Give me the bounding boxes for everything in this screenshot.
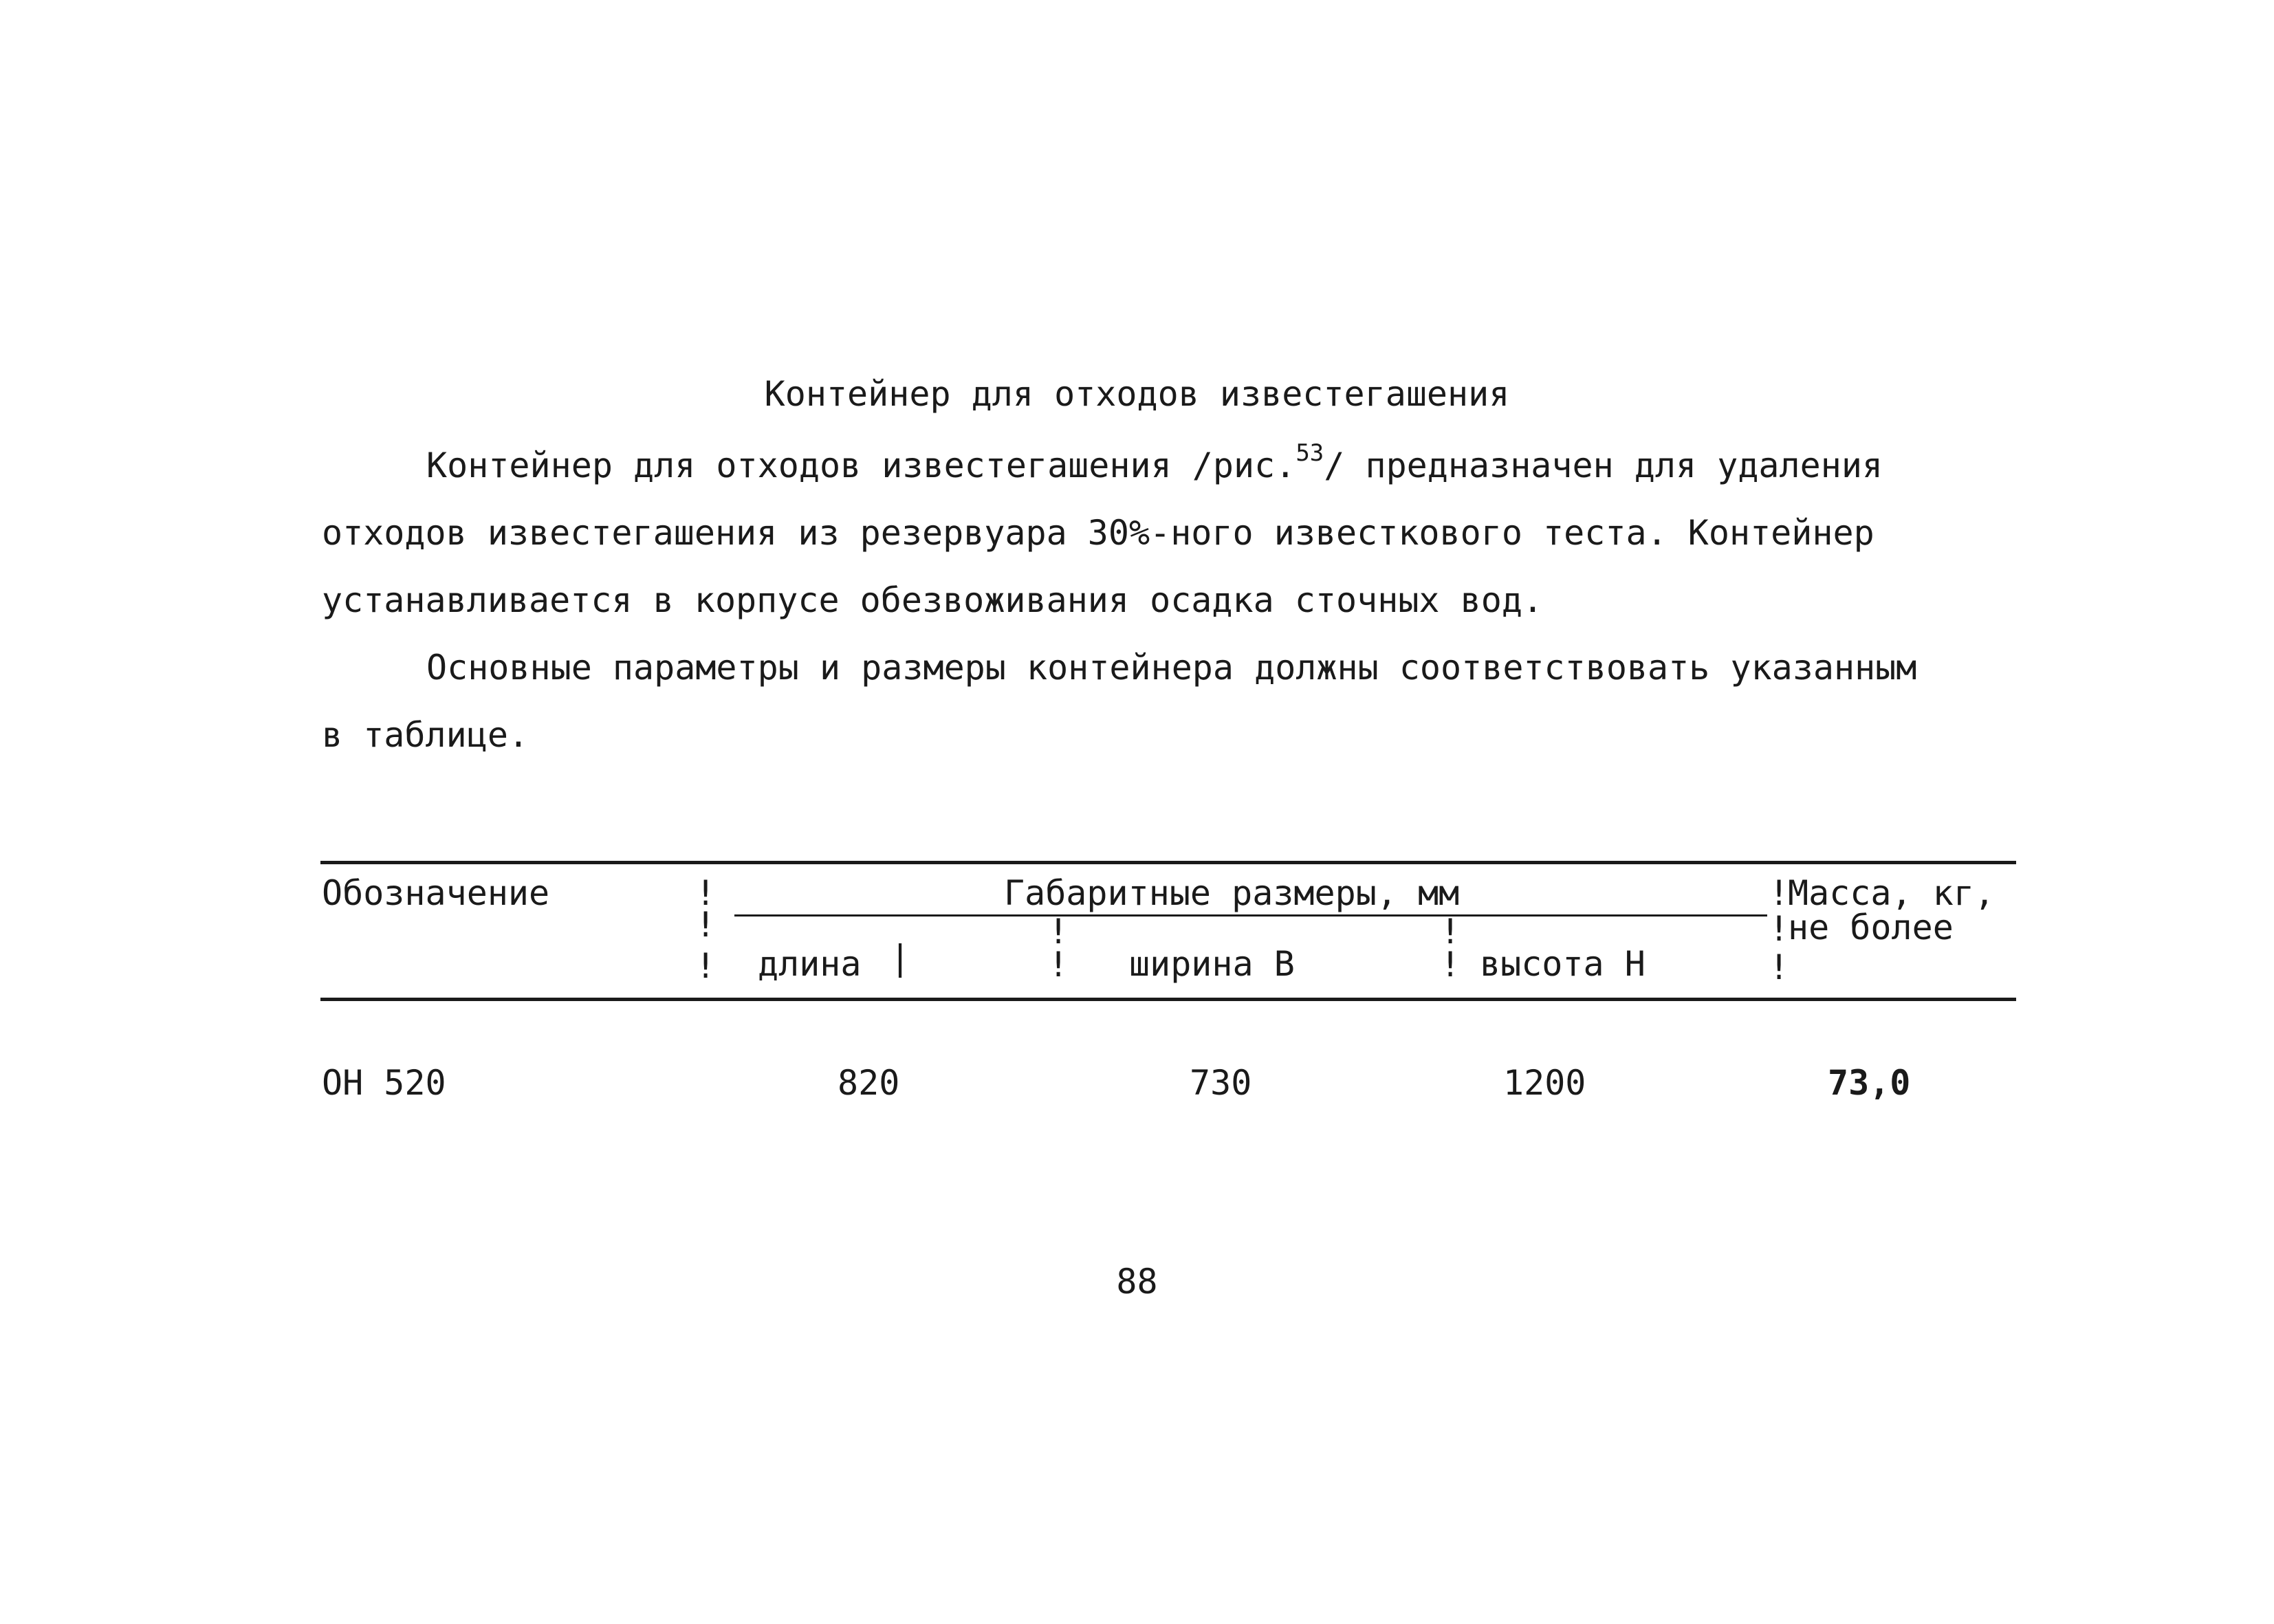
cell-mass: 73,0 [1828,1063,1911,1103]
header-designation: Обозначение [322,873,550,913]
cell-width: 730 [1190,1063,1252,1103]
paragraph-1-line-3: устанавливается в корпусе обезвоживания осадка сточных вод. [322,580,1544,620]
paragraph-1-line-2: отходов известегашения из резервуара 30%-ного известкового теста. Контейнер [322,513,1874,553]
column-separator: ! [695,905,717,945]
column-separator: ! [1769,947,1790,987]
paragraph-1-line-1 [322,432,1986,499]
column-separator: ! [695,946,717,986]
column-separator: ! [695,873,717,913]
body-text [322,432,1986,769]
table-top-rule [320,861,2016,864]
page-number: 88 [1116,1262,1158,1302]
header-dimensions-group: Габаритные размеры, мм [1004,873,1460,913]
dimensions-group-rule [734,914,1767,917]
header-height: высота Н [1480,944,1646,984]
text-segment: / предназначен для удаления [1324,446,1883,485]
paragraph-2-line-1: Основные параметры и размеры контейнера должны соответствовать указанным [426,648,1917,688]
header-mass: Масса, кг, [1788,873,1996,913]
text-segment: Контейнер для отходов известегашения /рис. [426,446,1296,485]
document-title: Контейнер для отходов известегашения [764,374,1510,414]
header-mass-note: не более [1788,908,1954,947]
header-width: ширина В [1129,944,1295,984]
column-separator: ! [1048,912,1069,952]
cell-length: 820 [838,1063,900,1103]
figure-reference: 53 [1295,439,1324,468]
column-separator: | [890,938,911,978]
table-header-bottom-rule [320,998,2016,1001]
header-length: длина [758,944,862,984]
paragraph-2-line-2: в таблице. [322,715,529,755]
column-separator: ! [1440,912,1461,952]
column-separator: ! [1048,945,1069,985]
cell-designation: ОН 520 [322,1063,446,1103]
column-separator: ! [1440,945,1461,985]
cell-height: 1200 [1503,1063,1586,1103]
column-separator: ! [1769,873,1790,913]
column-separator: ! [1769,909,1790,949]
